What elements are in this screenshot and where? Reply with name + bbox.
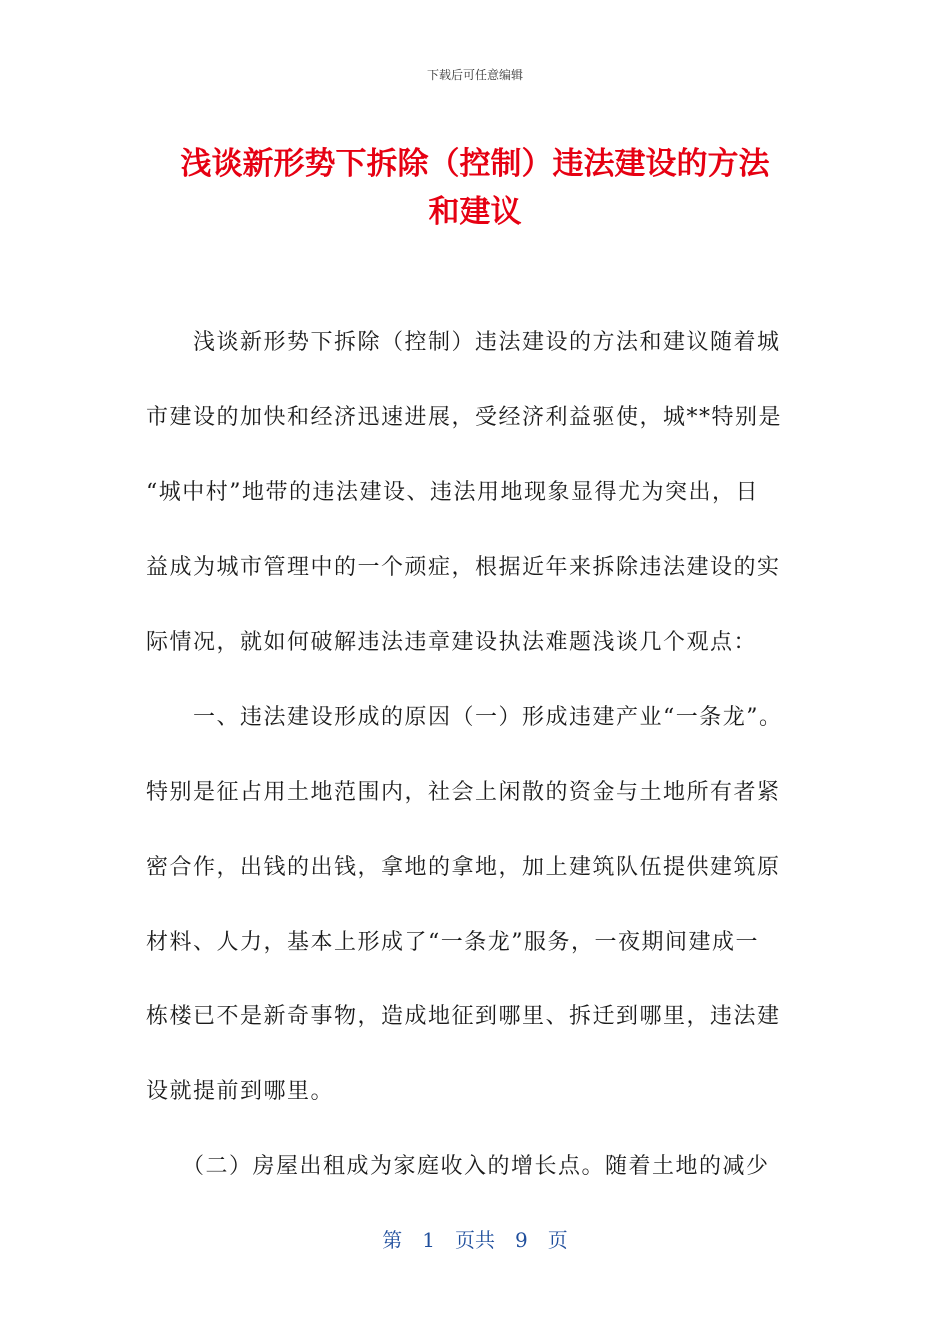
body-line: 材料、人力，基本上形成了“一条龙”服务，一夜期间建成一 xyxy=(146,930,759,955)
body-line: 栋楼已不是新奇事物，造成地征到哪里、拆迁到哪里，违法建 xyxy=(146,1004,781,1029)
body-line: 市建设的加快和经济迅速进展，受经济利益驱使，城**特别是 xyxy=(146,405,783,430)
body-line: 一、违法建设形成的原因（一）形成违建产业“一条龙”。 xyxy=(146,705,783,730)
body-line: 特别是征占用土地范围内，社会上闲散的资金与土地所有者紧 xyxy=(146,780,781,805)
body-line: 浅谈新形势下拆除（控制）违法建设的方法和建议随着城 xyxy=(146,330,781,355)
document-title xyxy=(140,140,810,236)
body-line: 际情况，就如何破解违法违章建设执法难题浅谈几个观点： xyxy=(146,630,758,655)
body-line: 设就提前到哪里。 xyxy=(146,1079,335,1104)
title-line-1: 浅谈新形势下拆除（控制）违法建设的方法 xyxy=(180,146,770,182)
title-line-2: 和建议 xyxy=(428,194,522,230)
body-line: 密合作，出钱的出钱，拿地的拿地，加上建筑队伍提供建筑原 xyxy=(146,855,781,880)
body-line: “城中村”地带的违法建设、违法用地现象显得尤为突出，日 xyxy=(146,480,759,505)
body-line: （二）房屋出租成为家庭收入的增长点。随着土地的减少 xyxy=(146,1154,770,1179)
body-line: 益成为城市管理中的一个顽症，根据近年来拆除违法建设的实 xyxy=(146,555,781,580)
header-note: 下载后可任意编辑 xyxy=(426,68,523,82)
page-footer: 第 1 页共 9 页 xyxy=(382,1228,568,1252)
